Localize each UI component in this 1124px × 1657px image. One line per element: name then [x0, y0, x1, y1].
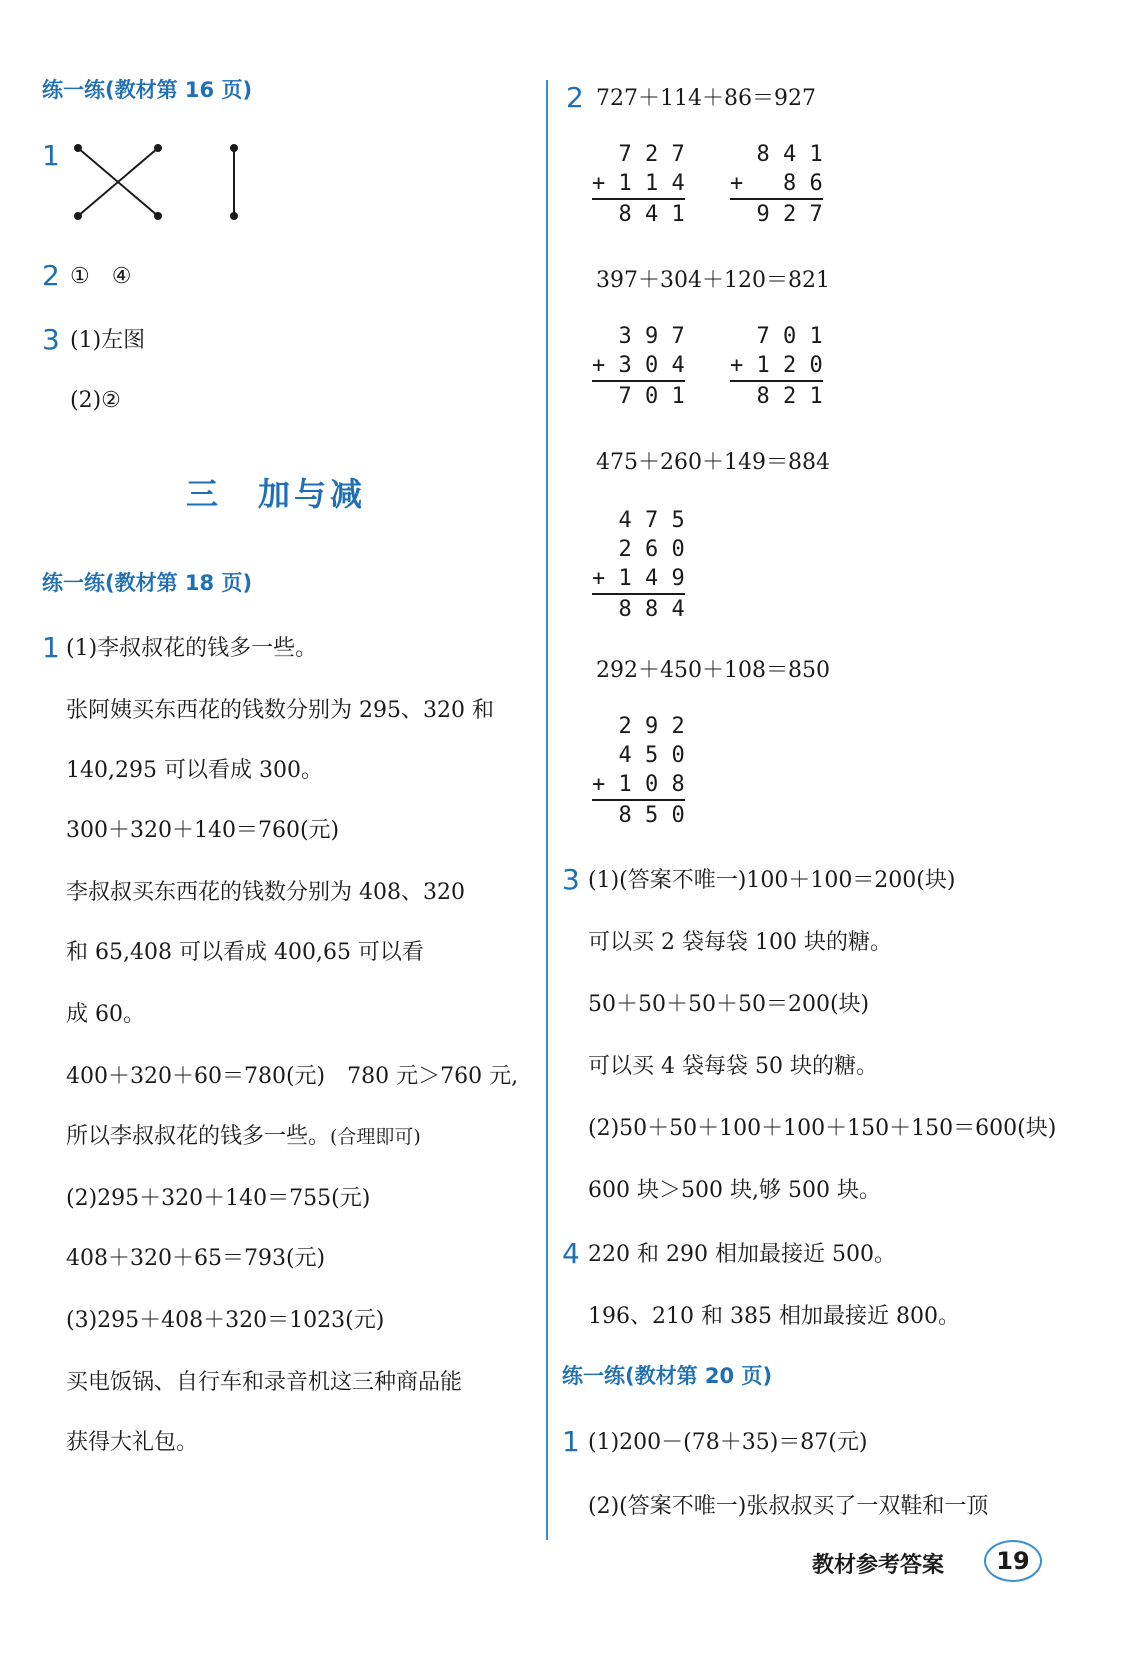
answer-line: 300＋320＋140＝760(元) [66, 818, 340, 843]
vertical-addition [730, 140, 823, 229]
vertical-row: + 3 0 4 [592, 353, 685, 378]
question-number: 2 [566, 81, 584, 114]
section-heading-p20: 练一练(教材第 20 页) [562, 1364, 773, 1388]
vertical-result: 7 0 1 [592, 380, 685, 411]
vertical-result: 8 2 1 [730, 380, 823, 411]
vertical-addition [730, 322, 823, 411]
answer-line [66, 1126, 421, 1148]
equation: 727＋114＋86＝927 [596, 86, 816, 111]
answer-line: 可以买 4 袋每袋 50 块的糖。 [588, 1054, 878, 1079]
answer-line: 600 块＞500 块,够 500 块。 [588, 1178, 881, 1203]
footer-label: 教材参考答案 [812, 1553, 945, 1578]
equation: 292＋450＋108＝850 [596, 658, 830, 683]
answer-line: (2)(答案不唯一)张叔叔买了一双鞋和一顶 [588, 1494, 989, 1519]
answer-line: 220 和 290 相加最接近 500。 [588, 1242, 896, 1267]
answer-text: (2)② [70, 388, 121, 413]
vertical-addition [592, 140, 685, 229]
vertical-result: 8 8 4 [592, 593, 685, 624]
answer-line: 140,295 可以看成 300。 [66, 758, 323, 783]
question-number: 1 [42, 631, 60, 664]
vertical-row: 4 7 5 [592, 508, 685, 533]
vertical-row: 4 5 0 [592, 743, 685, 768]
vertical-addition [592, 712, 685, 830]
answer-line: 成 60。 [66, 1002, 145, 1027]
vertical-result: 8 5 0 [592, 799, 685, 830]
answer-line: 50＋50＋50＋50＝200(块) [588, 992, 870, 1017]
vertical-addition [592, 322, 685, 411]
vertical-row: 7 2 7 [592, 142, 685, 167]
vertical-addition [592, 506, 685, 624]
question-number: 3 [562, 863, 580, 896]
vertical-row: 2 9 2 [592, 714, 685, 739]
question-number: 2 [42, 259, 60, 292]
vertical-row: + 1 4 9 [592, 566, 685, 591]
answer-line: (2)50＋50＋100＋100＋150＋150＝600(块) [588, 1116, 1057, 1141]
answer-line: 408＋320＋65＝793(元) [66, 1246, 326, 1271]
answer-line-text: 所以李叔叔花的钱多一些。 [66, 1124, 331, 1149]
vertical-row: + 8 6 [730, 171, 823, 196]
matching-lines-figure [66, 138, 266, 228]
equation: 475＋260＋149＝884 [596, 450, 830, 475]
vertical-row: + 1 1 4 [592, 171, 685, 196]
note-reasonable: (合理即可) [330, 1126, 421, 1148]
answer-line: (1)李叔叔花的钱多一些。 [66, 636, 318, 661]
answer-line: (2)295＋320＋140＝755(元) [66, 1186, 371, 1211]
vertical-row: 3 9 7 [592, 324, 685, 349]
column-divider [546, 80, 548, 1540]
vertical-result: 9 2 7 [730, 198, 823, 229]
vertical-row: + 1 0 8 [592, 772, 685, 797]
answer-line: 400＋320＋60＝780(元) 780 元＞760 元, [66, 1064, 519, 1089]
answer-line: (1)200－(78＋35)＝87(元) [588, 1430, 868, 1455]
answer-text: (1)左图 [70, 328, 146, 353]
answer-line: 获得大礼包。 [66, 1430, 199, 1455]
question-number: 3 [42, 323, 60, 356]
answer-line: (3)295＋408＋320＝1023(元) [66, 1308, 385, 1333]
answer-line: 196、210 和 385 相加最接近 800。 [588, 1304, 960, 1329]
vertical-result: 8 4 1 [592, 198, 685, 229]
answer-line: 和 65,408 可以看成 400,65 可以看 [66, 940, 424, 965]
answer-line: 张阿姨买东西花的钱数分别为 295、320 和 [66, 698, 494, 723]
question-number: 1 [562, 1425, 580, 1458]
vertical-row: 8 4 1 [730, 142, 823, 167]
equation: 397＋304＋120＝821 [596, 268, 830, 293]
answer-line: (1)(答案不唯一)100＋100＝200(块) [588, 868, 956, 893]
page-number: 19 [996, 1547, 1030, 1575]
question-number: 1 [42, 139, 60, 172]
vertical-row: + 1 2 0 [730, 353, 823, 378]
answer-line: 可以买 2 袋每袋 100 块的糖。 [588, 930, 892, 955]
vertical-row: 2 6 0 [592, 537, 685, 562]
answer-line: 李叔叔买东西花的钱数分别为 408、320 [66, 880, 465, 905]
section-heading-p18: 练一练(教材第 18 页) [42, 571, 253, 595]
chapter-title: 三 加与减 [186, 475, 367, 513]
page-number-badge [984, 1540, 1042, 1582]
section-heading-p16: 练一练(教材第 16 页) [42, 78, 253, 102]
answer-text: ① ④ [70, 264, 132, 289]
question-number: 4 [562, 1237, 580, 1270]
answer-line: 买电饭锅、自行车和录音机这三种商品能 [66, 1370, 463, 1395]
vertical-row: 7 0 1 [730, 324, 823, 349]
